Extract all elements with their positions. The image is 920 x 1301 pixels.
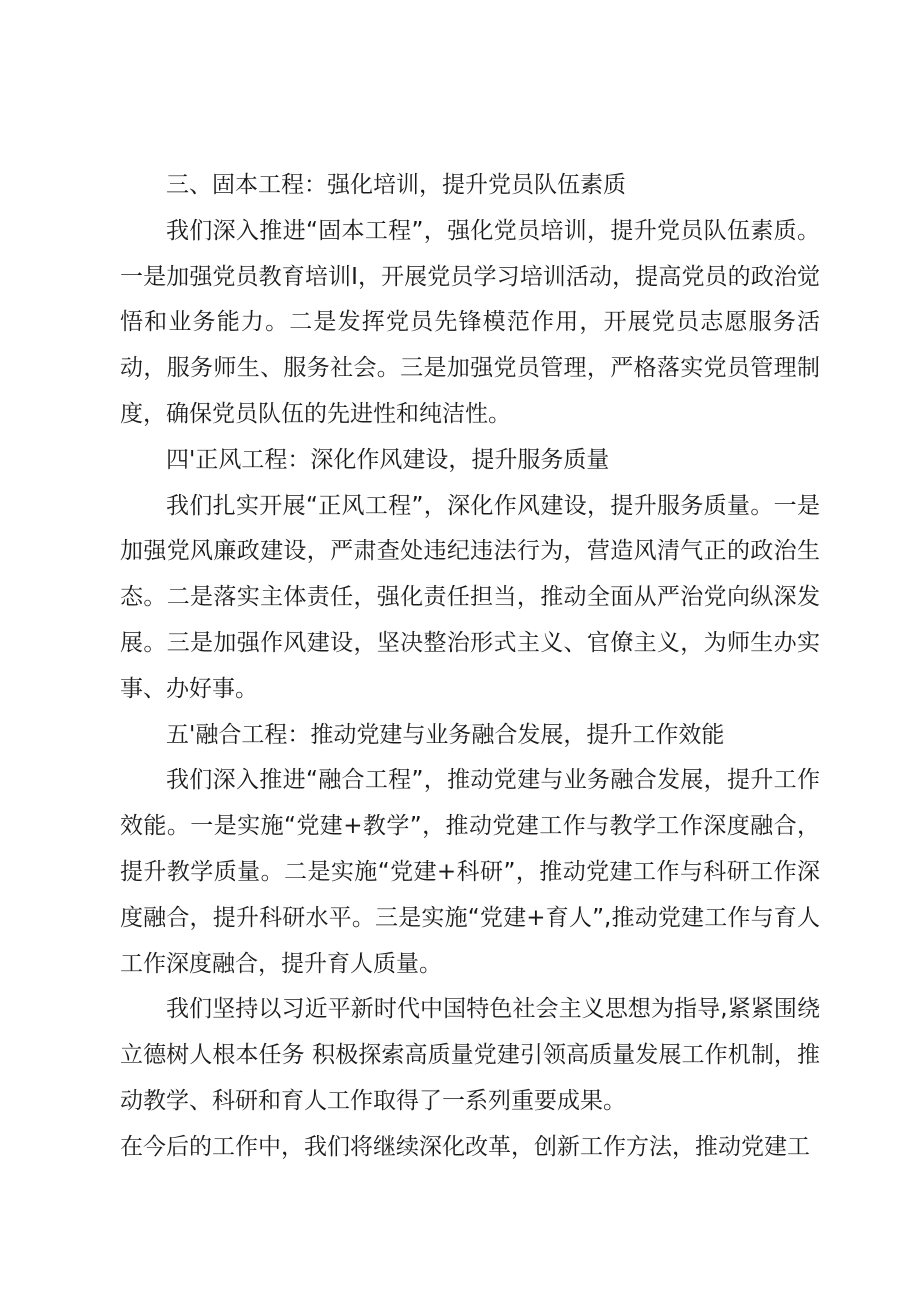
paragraph-continued: 在今后的工作中，我们将继续深化改革，创新工作方法，推动党建工 bbox=[120, 1133, 810, 1160]
paragraph: 我们坚持以习近平新时代中国特色社会主义思想为指导,紧紧围绕立德树人根本任务 积极探索高质量党建引领高质量发展工作机制，推动教学、科研和育人工作取得了一系列重要成果。 bbox=[120, 996, 820, 1114]
paragraph: 我们扎实开展“正风工程”，深化作风建设，提升服务质量。一是加强党风廉政建设，严肃查处违纪违法行为，营造风清气正的政治生态。二是落实主体责任，强化责任担当，推动全面从严治党向纵深发展。三是加强作风建设，坚决整治形式主义、官僚主义，为师生办实事、办好事。 bbox=[120, 492, 820, 702]
section-heading-4: 四'正风工程：深化作风建设，提升服务质量 bbox=[166, 446, 610, 473]
paragraph: 我们深入推进“融合工程”，推动党建与业务融合发展，提升工作效能。一是实施“党建+教学”，推动党建工作与教学工作深度融合，提升教学质量。二是实施“党建+科研”，推动党建工作与科研工作深度融合，提升科研水平。三是实施“党建+育人”,推动党建工作与育人工作深度融合，提升育人质量。 bbox=[120, 767, 820, 977]
section-heading-3: 三、固本工程：强化培训，提升党员队伍素质 bbox=[166, 172, 626, 198]
document-body bbox=[120, 163, 820, 1171]
paragraph: 我们深入推进“固本工程”，强化党员培训，提升党员队伍素质。一是加强党员教育培训I，开展党员学习培训活动，提高党员的政治觉悟和业务能力。二是发挥党员先锋模范作用，开展党员志愿服务活动，服务师生、服务社会。三是加强党员管理，严格落实党员管理制度，确保党员队伍的先进性和纯洁性。 bbox=[120, 217, 820, 427]
section-heading-5: 五'融合工程：推动党建与业务融合发展，提升工作效能 bbox=[166, 721, 725, 748]
